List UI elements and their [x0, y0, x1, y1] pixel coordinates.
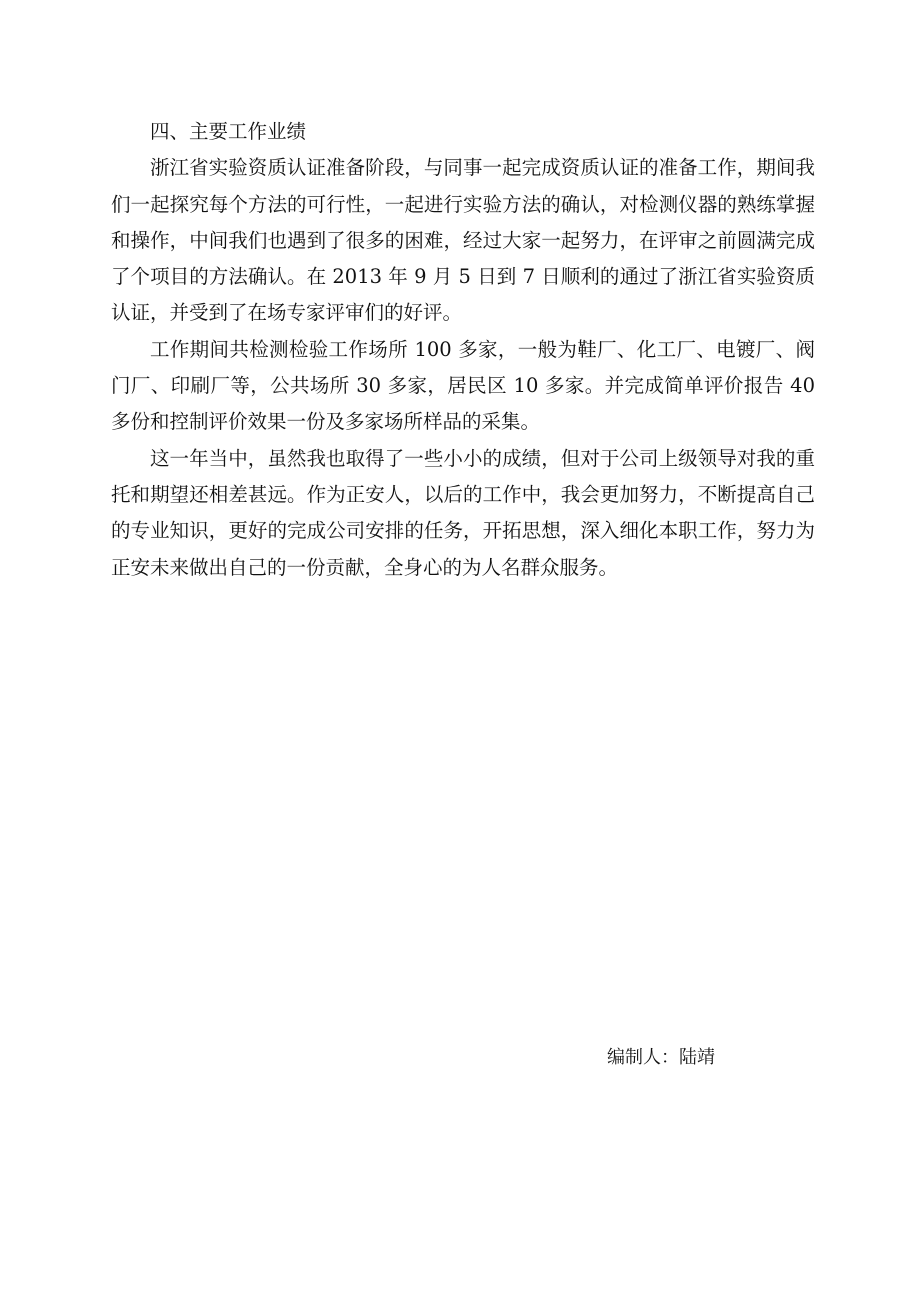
author-signature: 编制人：陆靖 [607, 1047, 715, 1068]
paragraph-certification: 浙江省实验资质认证准备阶段，与同事一起完成资质认证的准备工作，期间我们一起探究每个方法的可行性，一起进行实验方法的确认，对检测仪器的熟练掌握和操作，中间我们也遇到了很多的困难，经过大家一起努力，在评审之前圆满完成了个项目的方法确认。在 2013 年 9 月 5 日到 7 日顺利的通过了浙江省实验资质认证，并受到了在场专家评审们的好评。 [111, 156, 815, 325]
paragraph-summary: 这一年当中，虽然我也取得了一些小小的成绩，但对于公司上级领导对我的重托和期望还相差甚远。作为正安人，以后的工作中，我会更加努力，不断提高自己的专业知识，更好的完成公司安排的任务，开拓思想，深入细化本职工作，努力为正安未来做出自己的一份贡献，全身心的为人名群众服务。 [111, 446, 815, 579]
section-heading: 四、主要工作业绩 [150, 120, 307, 143]
document-body [111, 114, 815, 586]
paragraph-inspection-work: 工作期间共检测检验工作场所 100 多家，一般为鞋厂、化工厂、电镀厂、阀门厂、印刷厂等，公共场所 30 多家，居民区 10 多家。并完成简单评价报告 40 多份和控制评价效果一份及多家场所样品的采集。 [111, 337, 815, 434]
